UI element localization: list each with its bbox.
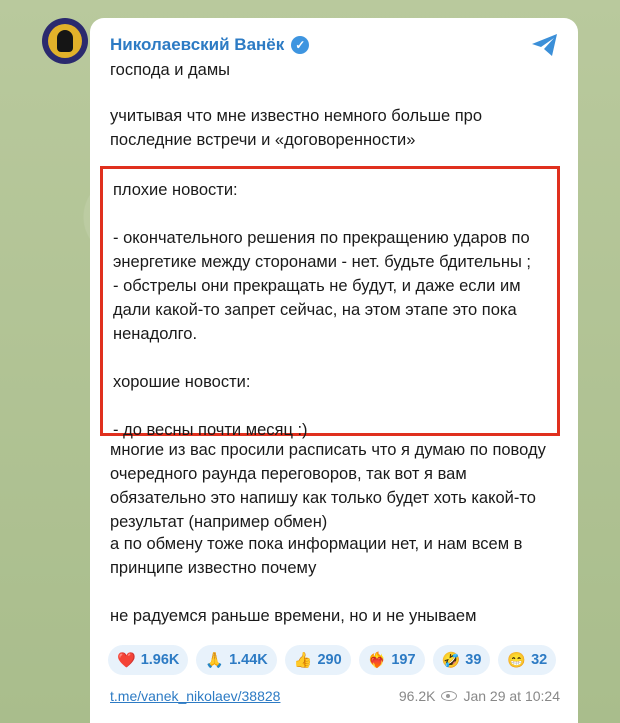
paragraph-3: многие из вас просили расписать что я думаю по поводу очередного раунда переговоров, так вот я вам обязательно это напишу как только будет хоть какой-то результат (например обмен) [110, 441, 546, 531]
reaction-count: 290 [317, 652, 342, 668]
thumbs-up-icon: 👍 [293, 652, 313, 669]
channel-avatar[interactable] [42, 18, 88, 64]
reaction-pray[interactable] [196, 645, 276, 675]
eye-icon [441, 691, 457, 701]
reaction-rofl[interactable] [433, 645, 491, 675]
view-count: 96.2K [398, 688, 436, 704]
share-icon[interactable] [530, 32, 560, 58]
message-header [110, 32, 558, 58]
praying-hands-icon: 🙏 [205, 652, 225, 669]
reaction-thumbs-up[interactable] [285, 645, 351, 675]
rofl-icon: 🤣 [441, 652, 461, 669]
heart-icon: ❤️ [117, 652, 136, 669]
reaction-count: 1.44K [229, 652, 268, 668]
heart-on-fire-icon: ❤️‍🔥 [367, 652, 387, 669]
channel-name[interactable]: Николаевский Ванёк [110, 35, 285, 54]
reactions-bar [108, 645, 556, 675]
highlighted-news: плохие новости: - окончательного решения по прекращению ударов по энергетике между сторонами - нет. будьте бдительны ; - обстрелы они прекращать не будут, и даже если им дали какой-то запрет сейчас, на этом этапе это пока ненадолго. хорошие новости: - до весны почти месяц :) [113, 181, 532, 439]
message-card [90, 18, 578, 723]
paragraph-5: не радуемся раньше времени, но и не унываем [110, 607, 477, 625]
paragraph-4: а по обмену тоже пока информации нет, и нам всем в принципе известно почему [110, 535, 523, 577]
reaction-grin[interactable] [498, 645, 556, 675]
reaction-heart-fire[interactable] [359, 645, 425, 675]
avatar-figure [57, 30, 73, 52]
reaction-count: 39 [465, 652, 482, 668]
reaction-count: 32 [531, 652, 548, 668]
post-link[interactable]: t.me/vanek_nikolaev/38828 [110, 688, 281, 704]
grin-icon: 😁 [507, 652, 527, 669]
reaction-count: 1.96K [140, 652, 180, 668]
message-footer [110, 685, 560, 707]
message-meta [399, 688, 560, 704]
paragraph-2: учитывая что мне известно немного больше про последние встречи и «договоренности» [110, 107, 483, 149]
reaction-heart[interactable] [108, 645, 188, 675]
reaction-count: 197 [391, 652, 416, 668]
timestamp: Jan 29 at 10:24 [463, 688, 560, 704]
highlight-box [100, 166, 560, 439]
verified-icon: ✓ [291, 36, 309, 54]
paragraph-1: господа и дамы [110, 61, 231, 79]
